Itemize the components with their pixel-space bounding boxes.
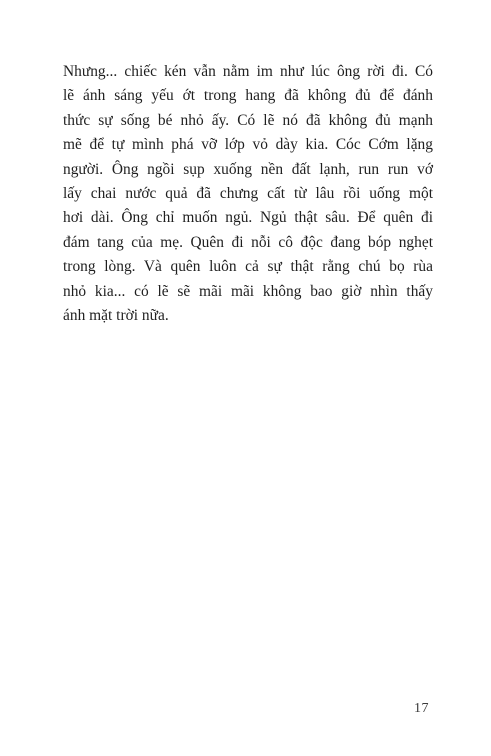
text-line: trong lòng. Và quên luôn cả sự thật rằng chú bọ rùa — [63, 258, 433, 276]
text-line: nhỏ kia... có lẽ sẽ mãi mãi không bao giờ nhìn thấy — [63, 282, 433, 300]
text-line: ánh mặt trời nữa. — [63, 307, 169, 325]
text-line: lấy chai nước quả đã chưng cất từ lâu rồi uống một — [63, 185, 433, 203]
text-line: hơi dài. Ông chỉ muốn ngủ. Ngủ thật sâu. Để quên đi — [63, 209, 433, 227]
text-line: lẽ ánh sáng yếu ớt trong hang đã không đủ để đánh — [63, 87, 433, 105]
text-line: đám tang của mẹ. Quên đi nỗi cô độc đang bóp nghẹt — [63, 233, 433, 251]
text-line: mẽ để tự mình phá vỡ lớp vỏ dày kia. Cóc Cớm lặng — [63, 136, 433, 154]
page-number: 17 — [414, 701, 429, 716]
body-paragraph — [63, 60, 433, 328]
text-line: thức sự sống bé nhỏ ấy. Có lẽ nó đã không đủ mạnh — [63, 111, 433, 129]
text-line: người. Ông ngồi sụp xuống nền đất lạnh, run run vớ — [63, 160, 433, 178]
text-line: Nhưng... chiếc kén vẫn nằm im như lúc ông rời đi. Có — [63, 63, 433, 80]
